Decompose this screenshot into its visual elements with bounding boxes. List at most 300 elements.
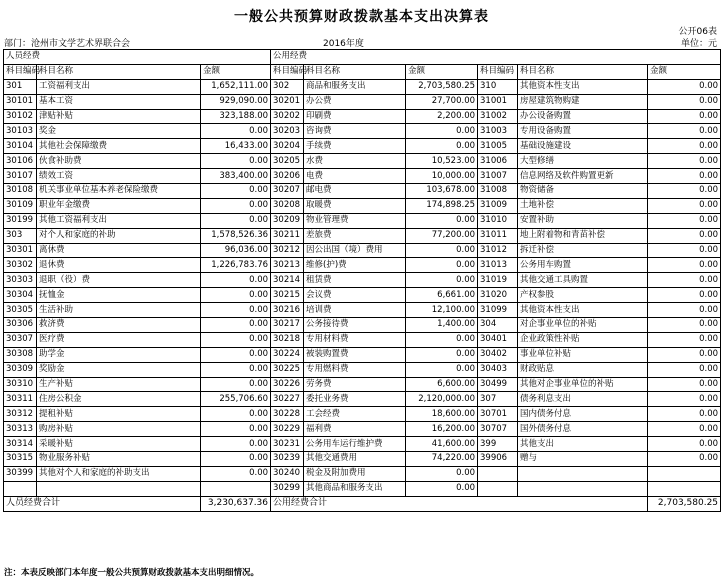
group1-name-cell: 助学金 (37, 347, 201, 362)
group1-code-cell: 303 (4, 228, 37, 243)
table-row (4, 347, 721, 362)
group2-amount-cell: 0.00 (406, 466, 478, 481)
group2-code-cell: 30211 (271, 228, 304, 243)
column-header: 金额 (201, 64, 271, 79)
table-row (4, 437, 721, 452)
group2-code-cell: 30206 (271, 169, 304, 184)
group3-name-cell: 大型修缮 (518, 154, 648, 169)
group1-name-cell: 其他对个人和家庭的补助支出 (37, 466, 201, 481)
table-row (4, 422, 721, 437)
group1-name-cell: 津贴补贴 (37, 109, 201, 124)
group3-code-cell: 31020 (478, 288, 518, 303)
group1-name-cell: 生活补助 (37, 303, 201, 318)
group1-name-cell: 离休费 (37, 243, 201, 258)
group1-amount-cell: 1,652,111.00 (201, 79, 271, 94)
group1-code-cell: 30308 (4, 347, 37, 362)
group2-amount-cell: 2,120,000.00 (406, 392, 478, 407)
group3-amount-cell: 0.00 (648, 124, 721, 139)
group2-amount-cell: 2,200.00 (406, 109, 478, 124)
group1-code-cell: 30101 (4, 94, 37, 109)
table-row (4, 124, 721, 139)
group1-code-cell: 30312 (4, 407, 37, 422)
group1-amount-cell: 0.00 (201, 154, 271, 169)
group3-amount-cell: 0.00 (648, 154, 721, 169)
group3-code-cell: 304 (478, 318, 518, 333)
column-header: 科目名称 (518, 64, 648, 79)
group2-name-cell: 其他商品和服务支出 (304, 481, 406, 496)
section-row (4, 50, 721, 65)
group3-name-cell: 办公设备购置 (518, 109, 648, 124)
group2-code-cell: 30218 (271, 332, 304, 347)
group3-name-cell: 对企事业单位的补贴 (518, 318, 648, 333)
group3-amount-cell: 0.00 (648, 213, 721, 228)
group3-amount-cell: 0.00 (648, 318, 721, 333)
group1-amount-cell: 0.00 (201, 332, 271, 347)
table-row (4, 362, 721, 377)
group1-name-cell: 物业服务补贴 (37, 452, 201, 467)
table-row (4, 213, 721, 228)
public-total-value: 2,703,580.25 (648, 496, 721, 511)
group2-code-cell: 30213 (271, 258, 304, 273)
group3-amount-cell: 0.00 (648, 347, 721, 362)
group1-amount-cell: 0.00 (201, 422, 271, 437)
group2-name-cell: 公务接待费 (304, 318, 406, 333)
group3-code-cell: 399 (478, 437, 518, 452)
group1-code-cell: 30315 (4, 452, 37, 467)
section-public: 公用经费 (271, 50, 721, 65)
group1-name-cell: 对个人和家庭的补助 (37, 228, 201, 243)
group1-amount-cell: 383,400.00 (201, 169, 271, 184)
group1-code-cell: 30314 (4, 437, 37, 452)
group1-amount-cell: 16,433.00 (201, 139, 271, 154)
group2-code-cell: 30228 (271, 407, 304, 422)
group2-name-cell: 专用材料费 (304, 332, 406, 347)
group1-code-cell: 30107 (4, 169, 37, 184)
group1-code-cell: 30104 (4, 139, 37, 154)
group1-code-cell: 30108 (4, 184, 37, 199)
group1-name-cell: 抚恤金 (37, 288, 201, 303)
group2-amount-cell: 0.00 (406, 347, 478, 362)
group1-amount-cell: 0.00 (201, 362, 271, 377)
group3-code-cell: 31013 (478, 258, 518, 273)
footnote: 注：本表反映部门本年度一般公共预算财政拨款基本支出明细情况。 (4, 568, 260, 578)
group3-amount-cell: 0.00 (648, 139, 721, 154)
group1-amount-cell: 0.00 (201, 288, 271, 303)
group2-name-cell: 取暖费 (304, 198, 406, 213)
group3-code-cell: 30402 (478, 347, 518, 362)
group2-code-cell: 30224 (271, 347, 304, 362)
group2-name-cell: 福利费 (304, 422, 406, 437)
column-header: 科目名称 (304, 64, 406, 79)
totals-row (4, 496, 721, 511)
group1-code-cell: 30306 (4, 318, 37, 333)
group1-amount-cell: 0.00 (201, 198, 271, 213)
group3-name-cell (518, 466, 648, 481)
group2-name-cell: 差旅费 (304, 228, 406, 243)
group2-amount-cell: 41,600.00 (406, 437, 478, 452)
group2-name-cell: 其他交通费用 (304, 452, 406, 467)
group2-amount-cell: 0.00 (406, 258, 478, 273)
group3-code-cell: 31001 (478, 94, 518, 109)
group1-name-cell: 奖励金 (37, 362, 201, 377)
group2-amount-cell: 0.00 (406, 213, 478, 228)
table-row (4, 258, 721, 273)
column-header: 科目名称 (37, 64, 201, 79)
table-row (4, 243, 721, 258)
group1-amount-cell: 255,706.60 (201, 392, 271, 407)
table-row (4, 139, 721, 154)
group3-amount-cell (648, 481, 721, 496)
column-header: 科目编码 (271, 64, 304, 79)
group3-code-cell: 31011 (478, 228, 518, 243)
group1-amount-cell: 0.00 (201, 184, 271, 199)
group2-code-cell: 30225 (271, 362, 304, 377)
group3-amount-cell: 0.00 (648, 79, 721, 94)
group3-name-cell: 其他资本性支出 (518, 79, 648, 94)
group3-name-cell: 地上附着物和青苗补偿 (518, 228, 648, 243)
group1-code-cell: 30399 (4, 466, 37, 481)
group1-amount-cell (201, 481, 271, 496)
group3-code-cell: 31002 (478, 109, 518, 124)
group2-amount-cell: 2,703,580.25 (406, 79, 478, 94)
group2-amount-cell: 77,200.00 (406, 228, 478, 243)
group3-code-cell: 31006 (478, 154, 518, 169)
section-personnel: 人员经费 (4, 50, 271, 65)
group3-name-cell: 其他支出 (518, 437, 648, 452)
group1-name-cell: 基本工资 (37, 94, 201, 109)
group2-amount-cell: 103,678.00 (406, 184, 478, 199)
table-row (4, 318, 721, 333)
group1-amount-cell: 1,578,526.36 (201, 228, 271, 243)
group2-name-cell: 会议费 (304, 288, 406, 303)
column-header: 科目编码 (478, 64, 518, 79)
group3-code-cell (478, 466, 518, 481)
group3-amount-cell: 0.00 (648, 437, 721, 452)
group2-code-cell: 30216 (271, 303, 304, 318)
group2-code-cell: 30240 (271, 466, 304, 481)
group1-amount-cell: 1,226,783.76 (201, 258, 271, 273)
group2-code-cell: 30226 (271, 377, 304, 392)
group3-name-cell: 财政贴息 (518, 362, 648, 377)
group1-code-cell: 30307 (4, 332, 37, 347)
group1-amount-cell: 0.00 (201, 452, 271, 467)
group3-name-cell: 公务用车购置 (518, 258, 648, 273)
group1-amount-cell: 0.00 (201, 303, 271, 318)
group3-name-cell: 专用设备购置 (518, 124, 648, 139)
group2-amount-cell: 0.00 (406, 243, 478, 258)
group3-amount-cell: 0.00 (648, 109, 721, 124)
group1-amount-cell: 0.00 (201, 124, 271, 139)
group3-name-cell: 债务利息支出 (518, 392, 648, 407)
group3-amount-cell: 0.00 (648, 452, 721, 467)
table-row (4, 407, 721, 422)
group1-name-cell: 其他社会保障缴费 (37, 139, 201, 154)
table-row (4, 94, 721, 109)
group2-amount-cell: 27,700.00 (406, 94, 478, 109)
group1-code-cell: 30310 (4, 377, 37, 392)
group3-name-cell: 房屋建筑物购建 (518, 94, 648, 109)
column-header-row (4, 64, 721, 79)
group3-code-cell: 30401 (478, 332, 518, 347)
group3-name-cell: 企业政策性补贴 (518, 332, 648, 347)
group1-name-cell: 购房补贴 (37, 422, 201, 437)
group1-name-cell: 伙食补助费 (37, 154, 201, 169)
report-title: 一般公共预算财政拨款基本支出决算表 (234, 9, 489, 25)
table-row (4, 79, 721, 94)
table-row (4, 228, 721, 243)
fiscal-year: 2016年度 (323, 39, 364, 49)
table-row (4, 288, 721, 303)
group1-amount-cell: 96,036.00 (201, 243, 271, 258)
group2-name-cell: 邮电费 (304, 184, 406, 199)
column-header: 科目编码 (4, 64, 37, 79)
group1-name-cell: 职业年金缴费 (37, 198, 201, 213)
group2-name-cell: 办公费 (304, 94, 406, 109)
group1-name-cell: 奖金 (37, 124, 201, 139)
table-row (4, 481, 721, 496)
table-row (4, 392, 721, 407)
group3-amount-cell: 0.00 (648, 228, 721, 243)
group1-name-cell (37, 481, 201, 496)
group3-amount-cell: 0.00 (648, 184, 721, 199)
table-row (4, 466, 721, 481)
group3-name-cell: 国外债务付息 (518, 422, 648, 437)
group3-amount-cell (648, 466, 721, 481)
group3-code-cell: 30403 (478, 362, 518, 377)
group3-code-cell: 39906 (478, 452, 518, 467)
group2-code-cell: 30209 (271, 213, 304, 228)
group1-code-cell: 30109 (4, 198, 37, 213)
group2-amount-cell: 10,523.00 (406, 154, 478, 169)
group2-code-cell: 30239 (271, 452, 304, 467)
group3-code-cell (478, 481, 518, 496)
group1-amount-cell: 0.00 (201, 318, 271, 333)
group1-name-cell: 住房公积金 (37, 392, 201, 407)
group3-code-cell: 31019 (478, 273, 518, 288)
group3-code-cell: 310 (478, 79, 518, 94)
group1-name-cell: 退休费 (37, 258, 201, 273)
group3-code-cell: 31005 (478, 139, 518, 154)
group3-name-cell: 拆迁补偿 (518, 243, 648, 258)
personnel-total-label: 人员经费合计 (4, 496, 201, 511)
group1-amount-cell: 0.00 (201, 377, 271, 392)
group3-amount-cell: 0.00 (648, 169, 721, 184)
group3-code-cell: 31099 (478, 303, 518, 318)
group2-name-cell: 电费 (304, 169, 406, 184)
group2-amount-cell: 6,600.00 (406, 377, 478, 392)
column-header: 金额 (648, 64, 721, 79)
budget-table (3, 49, 721, 512)
group2-amount-cell: 6,661.00 (406, 288, 478, 303)
group1-name-cell: 机关事业单位基本养老保险缴费 (37, 184, 201, 199)
group1-name-cell: 提租补贴 (37, 407, 201, 422)
table-row (4, 109, 721, 124)
group2-amount-cell: 0.00 (406, 481, 478, 496)
group3-code-cell: 31007 (478, 169, 518, 184)
group2-name-cell: 物业管理费 (304, 213, 406, 228)
group3-amount-cell: 0.00 (648, 392, 721, 407)
group2-code-cell: 30215 (271, 288, 304, 303)
group1-name-cell: 绩效工资 (37, 169, 201, 184)
group2-amount-cell: 0.00 (406, 332, 478, 347)
group3-name-cell: 其他交通工具购置 (518, 273, 648, 288)
group1-code-cell: 30309 (4, 362, 37, 377)
group1-name-cell: 其他工资福利支出 (37, 213, 201, 228)
group1-amount-cell: 0.00 (201, 273, 271, 288)
group2-name-cell: 劳务费 (304, 377, 406, 392)
group1-name-cell: 生产补贴 (37, 377, 201, 392)
group3-name-cell: 土地补偿 (518, 198, 648, 213)
group2-name-cell: 咨询费 (304, 124, 406, 139)
group1-code-cell: 30301 (4, 243, 37, 258)
group1-name-cell: 采暖补贴 (37, 437, 201, 452)
group2-name-cell: 租赁费 (304, 273, 406, 288)
table-row (4, 452, 721, 467)
group2-code-cell: 30204 (271, 139, 304, 154)
group2-amount-cell: 18,600.00 (406, 407, 478, 422)
group3-amount-cell: 0.00 (648, 422, 721, 437)
group1-code-cell (4, 481, 37, 496)
table-row (4, 377, 721, 392)
group2-code-cell: 30202 (271, 109, 304, 124)
group3-name-cell: 信息网络及软件购置更新 (518, 169, 648, 184)
department: 部门：沧州市文学艺术界联合会 (4, 39, 131, 49)
group2-name-cell: 工会经费 (304, 407, 406, 422)
table-row (4, 303, 721, 318)
group1-code-cell: 30103 (4, 124, 37, 139)
group3-code-cell: 31009 (478, 198, 518, 213)
group3-name-cell: 其他资本性支出 (518, 303, 648, 318)
group2-code-cell: 30207 (271, 184, 304, 199)
group3-code-cell: 31003 (478, 124, 518, 139)
group2-amount-cell: 0.00 (406, 139, 478, 154)
group3-amount-cell: 0.00 (648, 288, 721, 303)
group2-amount-cell: 74,220.00 (406, 452, 478, 467)
group2-name-cell: 印刷费 (304, 109, 406, 124)
group1-code-cell: 30304 (4, 288, 37, 303)
group2-code-cell: 302 (271, 79, 304, 94)
group2-code-cell: 30205 (271, 154, 304, 169)
group3-name-cell (518, 481, 648, 496)
group3-code-cell: 307 (478, 392, 518, 407)
group2-amount-cell: 174,898.25 (406, 198, 478, 213)
personnel-total-value: 3,230,637.36 (201, 496, 271, 511)
group3-amount-cell: 0.00 (648, 303, 721, 318)
group3-amount-cell: 0.00 (648, 362, 721, 377)
column-header: 金额 (406, 64, 478, 79)
group2-name-cell: 水费 (304, 154, 406, 169)
group2-name-cell: 商品和服务支出 (304, 79, 406, 94)
group3-code-cell: 31010 (478, 213, 518, 228)
table-row (4, 169, 721, 184)
group2-name-cell: 培训费 (304, 303, 406, 318)
group2-name-cell: 因公出国（境）费用 (304, 243, 406, 258)
table-row (4, 154, 721, 169)
group2-amount-cell: 0.00 (406, 362, 478, 377)
group2-name-cell: 税金及附加费用 (304, 466, 406, 481)
group2-amount-cell: 16,200.00 (406, 422, 478, 437)
group1-code-cell: 30313 (4, 422, 37, 437)
group3-code-cell: 30499 (478, 377, 518, 392)
group1-amount-cell: 323,188.00 (201, 109, 271, 124)
group2-amount-cell: 0.00 (406, 273, 478, 288)
group3-code-cell: 30701 (478, 407, 518, 422)
group3-name-cell: 物资储备 (518, 184, 648, 199)
form-number: 公开06表 (678, 27, 717, 37)
group1-amount-cell: 0.00 (201, 213, 271, 228)
group3-name-cell: 国内债务付息 (518, 407, 648, 422)
group1-code-cell: 301 (4, 79, 37, 94)
group3-name-cell: 赠与 (518, 452, 648, 467)
currency-unit: 单位：元 (680, 39, 717, 49)
group2-name-cell: 维修(护)费 (304, 258, 406, 273)
group3-name-cell: 安置补助 (518, 213, 648, 228)
group2-name-cell: 被装购置费 (304, 347, 406, 362)
table-row (4, 273, 721, 288)
group1-name-cell: 退职（役）费 (37, 273, 201, 288)
group1-code-cell: 30303 (4, 273, 37, 288)
group3-code-cell: 31012 (478, 243, 518, 258)
group3-amount-cell: 0.00 (648, 407, 721, 422)
group2-code-cell: 30214 (271, 273, 304, 288)
group3-name-cell: 事业单位补贴 (518, 347, 648, 362)
group1-code-cell: 30106 (4, 154, 37, 169)
public-total-label: 公用经费合计 (271, 496, 648, 511)
group3-amount-cell: 0.00 (648, 332, 721, 347)
group1-amount-cell: 0.00 (201, 407, 271, 422)
group2-code-cell: 30299 (271, 481, 304, 496)
group2-code-cell: 30201 (271, 94, 304, 109)
group2-code-cell: 30217 (271, 318, 304, 333)
group3-amount-cell: 0.00 (648, 198, 721, 213)
group1-amount-cell: 0.00 (201, 466, 271, 481)
group2-code-cell: 30227 (271, 392, 304, 407)
group1-code-cell: 30311 (4, 392, 37, 407)
group3-name-cell: 产权参股 (518, 288, 648, 303)
group2-name-cell: 委托业务费 (304, 392, 406, 407)
group2-code-cell: 30203 (271, 124, 304, 139)
group1-name-cell: 救济费 (37, 318, 201, 333)
table-row (4, 198, 721, 213)
group3-code-cell: 31008 (478, 184, 518, 199)
group2-code-cell: 30231 (271, 437, 304, 452)
group2-code-cell: 30212 (271, 243, 304, 258)
table-row (4, 184, 721, 199)
group3-code-cell: 30707 (478, 422, 518, 437)
group2-amount-cell: 1,400.00 (406, 318, 478, 333)
group2-code-cell: 30229 (271, 422, 304, 437)
group3-name-cell: 其他对企事业单位的补贴 (518, 377, 648, 392)
group2-name-cell: 专用燃料费 (304, 362, 406, 377)
group2-name-cell: 公务用车运行维护费 (304, 437, 406, 452)
group1-code-cell: 30199 (4, 213, 37, 228)
group1-code-cell: 30102 (4, 109, 37, 124)
group1-code-cell: 30302 (4, 258, 37, 273)
group2-amount-cell: 0.00 (406, 124, 478, 139)
group1-name-cell: 医疗费 (37, 332, 201, 347)
group3-amount-cell: 0.00 (648, 94, 721, 109)
table-row (4, 332, 721, 347)
group3-amount-cell: 0.00 (648, 243, 721, 258)
group1-amount-cell: 0.00 (201, 437, 271, 452)
group2-amount-cell: 10,000.00 (406, 169, 478, 184)
group2-amount-cell: 12,100.00 (406, 303, 478, 318)
group3-amount-cell: 0.00 (648, 273, 721, 288)
group1-name-cell: 工资福利支出 (37, 79, 201, 94)
group3-name-cell: 基础设施建设 (518, 139, 648, 154)
group2-code-cell: 30208 (271, 198, 304, 213)
group1-amount-cell: 929,090.00 (201, 94, 271, 109)
